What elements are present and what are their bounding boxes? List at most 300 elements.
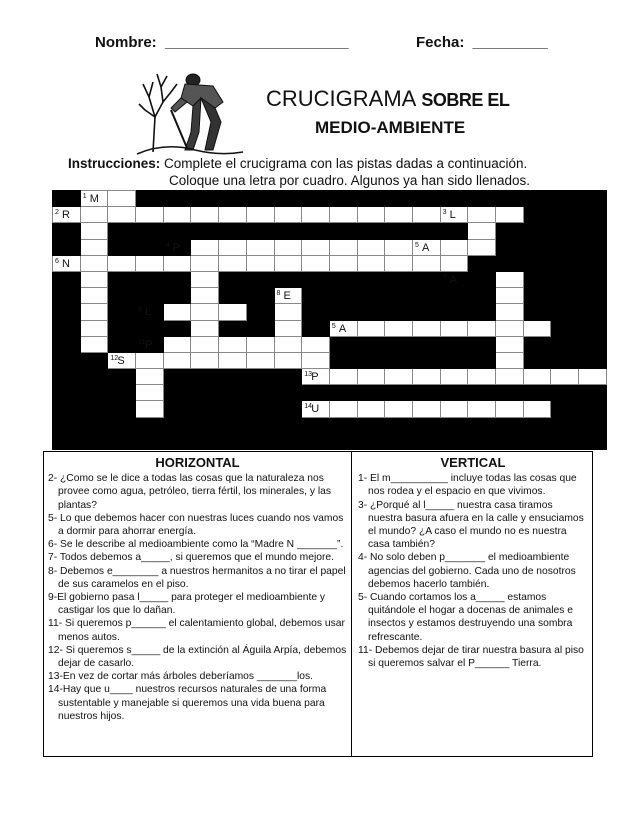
grid-row	[53, 336, 607, 352]
letter-cell[interactable]	[385, 239, 413, 255]
black-cell	[329, 304, 357, 320]
black-cell	[108, 223, 136, 239]
black-cell	[246, 304, 274, 320]
black-cell	[385, 223, 413, 239]
letter-cell[interactable]	[496, 288, 524, 304]
black-cell	[579, 433, 607, 449]
letter-cell[interactable]	[329, 369, 357, 385]
black-cell	[412, 191, 440, 207]
letter-cell[interactable]	[191, 304, 219, 320]
black-cell	[302, 385, 330, 401]
black-cell	[385, 191, 413, 207]
black-cell	[523, 417, 551, 433]
black-cell	[53, 239, 81, 255]
grid-row	[53, 320, 607, 336]
black-cell	[191, 385, 219, 401]
black-cell	[80, 433, 108, 449]
letter-cell[interactable]	[496, 336, 524, 352]
letter-cell[interactable]	[191, 255, 219, 271]
letter-cell[interactable]	[191, 352, 219, 368]
letter-cell[interactable]	[108, 191, 136, 207]
letter-cell[interactable]	[440, 401, 468, 417]
letter-cell[interactable]	[136, 255, 164, 271]
black-cell	[468, 433, 496, 449]
black-cell	[108, 304, 136, 320]
letter-cell[interactable]	[219, 352, 247, 368]
black-cell	[108, 239, 136, 255]
grid-row	[53, 288, 607, 304]
black-cell	[246, 223, 274, 239]
black-cell	[219, 369, 247, 385]
black-cell	[163, 191, 191, 207]
vertical-clue: 4- No solo deben p_______ el medioambiente agencias del gobierno. Cada uno de nosotros debemos hacerlo también.	[358, 552, 576, 590]
letter-cell[interactable]	[108, 255, 136, 271]
black-cell	[579, 401, 607, 417]
letter-cell[interactable]	[385, 401, 413, 417]
grid-row	[53, 385, 607, 401]
letter-cell[interactable]	[302, 255, 330, 271]
given-letter: A	[449, 273, 457, 286]
letter-cell[interactable]	[191, 336, 219, 352]
black-cell	[136, 417, 164, 433]
clue-number: 7	[442, 273, 447, 281]
letter-cell[interactable]	[468, 239, 496, 255]
title-line-2: MEDIO-AMBIENTE	[315, 118, 466, 137]
black-cell	[108, 385, 136, 401]
letter-cell[interactable]	[357, 255, 385, 271]
black-cell	[163, 239, 191, 255]
given-letter: A	[421, 241, 430, 254]
black-cell	[412, 417, 440, 433]
grid-row	[53, 369, 607, 385]
black-cell	[551, 320, 579, 336]
given-letter: N	[62, 257, 70, 270]
horizontal-heading: HORIZONTAL	[155, 455, 240, 470]
letter-cell[interactable]	[385, 255, 413, 271]
letter-cell[interactable]	[246, 336, 274, 352]
black-cell	[440, 271, 468, 287]
letter-cell[interactable]	[302, 207, 330, 223]
black-cell	[412, 304, 440, 320]
black-cell	[357, 433, 385, 449]
letter-cell[interactable]	[523, 401, 551, 417]
black-cell	[412, 385, 440, 401]
black-cell	[246, 417, 274, 433]
black-cell	[136, 320, 164, 336]
letter-cell[interactable]	[551, 369, 579, 385]
black-cell	[191, 369, 219, 385]
letter-cell[interactable]	[246, 239, 274, 255]
letter-cell[interactable]	[496, 304, 524, 320]
letter-cell[interactable]	[246, 352, 274, 368]
given-letter: A	[338, 322, 347, 335]
clue-number: 12	[110, 354, 119, 362]
letter-cell[interactable]	[412, 207, 440, 223]
letter-cell[interactable]	[163, 207, 191, 223]
black-cell	[191, 223, 219, 239]
given-letter: P	[172, 241, 181, 254]
date-field[interactable]: Fecha: _________	[416, 34, 548, 51]
letter-cell[interactable]	[80, 207, 108, 223]
black-cell	[551, 401, 579, 417]
black-cell	[80, 369, 108, 385]
instructions-line-1: Complete el crucigrama con las pistas dadas a continuación.	[164, 156, 528, 171]
black-cell	[523, 207, 551, 223]
letter-cell[interactable]	[80, 271, 108, 287]
letter-cell[interactable]	[274, 255, 302, 271]
black-cell	[219, 401, 247, 417]
black-cell	[523, 433, 551, 449]
clue-number: 1	[82, 193, 87, 200]
clue-number: 14	[304, 403, 312, 411]
letter-cell[interactable]	[329, 239, 357, 255]
black-cell	[246, 271, 274, 287]
black-cell	[53, 191, 81, 207]
letter-cell[interactable]	[80, 304, 108, 320]
letter-cell[interactable]	[302, 239, 330, 255]
black-cell	[219, 223, 247, 239]
black-cell	[302, 288, 330, 304]
black-cell	[385, 385, 413, 401]
letter-cell[interactable]	[329, 320, 357, 336]
instructions	[68, 155, 530, 189]
black-cell	[136, 433, 164, 449]
letter-cell[interactable]	[468, 320, 496, 336]
black-cell	[551, 271, 579, 287]
clue-number: 4	[165, 241, 170, 249]
letter-cell[interactable]	[440, 369, 468, 385]
letter-cell[interactable]	[440, 239, 468, 255]
letter-cell[interactable]	[440, 207, 468, 223]
black-cell	[53, 401, 81, 417]
black-cell	[468, 271, 496, 287]
given-letter: E	[283, 290, 291, 303]
letter-cell[interactable]	[329, 401, 357, 417]
letter-cell[interactable]	[191, 271, 219, 287]
letter-cell[interactable]	[496, 352, 524, 368]
letter-cell[interactable]	[191, 239, 219, 255]
letter-cell[interactable]	[191, 288, 219, 304]
letter-cell[interactable]	[191, 207, 219, 223]
letter-cell[interactable]	[357, 239, 385, 255]
black-cell	[108, 369, 136, 385]
title-line-1	[266, 86, 509, 112]
instructions-line-2: Coloque una letra por cuadro. Algunos ya han sido llenados.	[169, 173, 530, 188]
horizontal-clue: 7- Todos debemos a_____, si queremos que el mundo mejore.	[48, 552, 335, 564]
letter-cell[interactable]	[80, 288, 108, 304]
black-cell	[385, 271, 413, 287]
letter-cell[interactable]	[80, 336, 108, 352]
letter-cell[interactable]	[440, 255, 468, 271]
given-letter: L	[145, 306, 152, 319]
black-cell	[523, 223, 551, 239]
letter-cell[interactable]	[108, 207, 136, 223]
black-cell	[523, 304, 551, 320]
horizontal-clue: 8- Debemos e________ a nuestros hermanitos a no tirar el papel de sus caramelos en el piso.	[48, 565, 346, 590]
black-cell	[468, 336, 496, 352]
letter-cell[interactable]	[219, 207, 247, 223]
letter-cell[interactable]	[136, 385, 164, 401]
letter-cell[interactable]	[80, 255, 108, 271]
black-cell	[579, 207, 607, 223]
letter-cell[interactable]	[80, 239, 108, 255]
black-cell	[53, 369, 81, 385]
letter-cell[interactable]	[80, 223, 108, 239]
letter-cell[interactable]	[357, 207, 385, 223]
grid-row	[53, 304, 607, 320]
black-cell	[108, 320, 136, 336]
black-cell	[440, 336, 468, 352]
grid-row	[53, 191, 607, 207]
black-cell	[579, 385, 607, 401]
letter-cell[interactable]	[219, 255, 247, 271]
black-cell	[302, 191, 330, 207]
letter-cell[interactable]	[136, 352, 164, 368]
black-cell	[219, 191, 247, 207]
letter-cell[interactable]	[468, 401, 496, 417]
letter-cell[interactable]	[274, 207, 302, 223]
black-cell	[551, 207, 579, 223]
black-cell	[246, 401, 274, 417]
black-cell	[551, 304, 579, 320]
letter-cell[interactable]	[163, 255, 191, 271]
black-cell	[357, 288, 385, 304]
letter-cell[interactable]	[440, 320, 468, 336]
letter-cell[interactable]	[496, 401, 524, 417]
black-cell	[163, 271, 191, 287]
black-cell	[302, 304, 330, 320]
horizontal-clue: 14-Hay que u____ nuestros recursos naturales de una forma sustentable y manejable si queremos una vida buena para nuestros hijos.	[48, 684, 327, 722]
letter-cell[interactable]	[357, 320, 385, 336]
black-cell	[523, 336, 551, 352]
letter-cell[interactable]	[496, 320, 524, 336]
black-cell	[274, 223, 302, 239]
black-cell	[551, 385, 579, 401]
letter-cell[interactable]	[468, 223, 496, 239]
black-cell	[219, 271, 247, 287]
black-cell	[108, 401, 136, 417]
letter-cell[interactable]	[219, 336, 247, 352]
black-cell	[357, 417, 385, 433]
black-cell	[53, 433, 81, 449]
black-cell	[302, 433, 330, 449]
black-cell	[468, 417, 496, 433]
black-cell	[136, 304, 164, 320]
black-cell	[579, 417, 607, 433]
black-cell	[219, 385, 247, 401]
black-cell	[53, 385, 81, 401]
black-cell	[219, 320, 247, 336]
letter-cell[interactable]	[302, 336, 330, 352]
given-letter: M	[89, 193, 99, 205]
black-cell	[191, 433, 219, 449]
letter-cell[interactable]	[136, 207, 164, 223]
clue-number: 5	[414, 241, 419, 249]
black-cell	[357, 191, 385, 207]
horizontal-clue: 5- Lo que debemos hacer con nuestras luces cuando nos vamos a dormir para ahorrar energía.	[48, 512, 344, 538]
letter-cell[interactable]	[385, 320, 413, 336]
vertical-heading: VERTICAL	[440, 455, 506, 470]
black-cell	[551, 255, 579, 271]
black-cell	[523, 288, 551, 304]
black-cell	[191, 417, 219, 433]
letter-cell[interactable]	[274, 320, 302, 336]
black-cell	[440, 191, 468, 207]
black-cell	[246, 433, 274, 449]
black-cell	[357, 385, 385, 401]
given-letter: P	[311, 371, 319, 384]
letter-cell[interactable]	[329, 207, 357, 223]
name-field[interactable]: Nombre: ______________________	[95, 34, 349, 51]
letter-cell[interactable]	[579, 369, 607, 385]
black-cell	[53, 320, 81, 336]
black-cell	[412, 223, 440, 239]
letter-cell[interactable]	[80, 191, 108, 207]
letter-cell[interactable]	[80, 320, 108, 336]
black-cell	[163, 369, 191, 385]
letter-cell[interactable]	[523, 369, 551, 385]
vertical-clues	[352, 452, 592, 756]
letter-cell[interactable]	[412, 239, 440, 255]
black-cell	[191, 401, 219, 417]
black-cell	[302, 417, 330, 433]
black-cell	[329, 417, 357, 433]
letter-cell[interactable]	[274, 336, 302, 352]
horizontal-clue: 2- ¿Como se le dice a todas las cosas que la naturaleza nos provee como agua, petróleo, tierra fértil, los minerales, y las plantas?	[48, 473, 331, 511]
black-cell	[523, 385, 551, 401]
black-cell	[163, 401, 191, 417]
black-cell	[274, 401, 302, 417]
black-cell	[274, 369, 302, 385]
black-cell	[80, 385, 108, 401]
horizontal-clue: 13-En vez de cortar más árboles deberíamos _______los.	[48, 671, 314, 683]
grid-row	[53, 401, 607, 417]
letter-cell[interactable]	[246, 255, 274, 271]
grid-row	[53, 271, 607, 287]
black-cell	[163, 320, 191, 336]
given-letter: S	[117, 354, 125, 367]
letter-cell[interactable]	[468, 207, 496, 223]
letter-cell[interactable]	[274, 288, 302, 304]
black-cell	[53, 417, 81, 433]
vertical-clue: 11- Debemos dejar de tirar nuestra basura al piso si queremos salvar el P______ Tierra.	[358, 644, 584, 670]
grid-row	[53, 223, 607, 239]
letter-cell[interactable]	[108, 352, 136, 368]
black-cell	[468, 304, 496, 320]
black-cell	[302, 223, 330, 239]
black-cell	[108, 433, 136, 449]
black-cell	[496, 385, 524, 401]
black-cell	[329, 336, 357, 352]
black-cell	[579, 352, 607, 368]
black-cell	[468, 288, 496, 304]
letter-cell[interactable]	[302, 369, 330, 385]
black-cell	[163, 433, 191, 449]
black-cell	[163, 385, 191, 401]
given-letter: L	[449, 209, 456, 222]
letter-cell[interactable]	[412, 401, 440, 417]
black-cell	[412, 288, 440, 304]
black-cell	[53, 352, 81, 368]
black-cell	[579, 223, 607, 239]
black-cell	[523, 271, 551, 287]
letter-cell[interactable]	[302, 401, 330, 417]
letter-cell[interactable]	[219, 304, 247, 320]
letter-cell[interactable]	[219, 239, 247, 255]
letter-cell[interactable]	[523, 320, 551, 336]
letter-cell[interactable]	[136, 401, 164, 417]
letter-cell[interactable]	[329, 255, 357, 271]
black-cell	[440, 288, 468, 304]
clue-number: 9	[138, 306, 142, 314]
letter-cell[interactable]	[385, 207, 413, 223]
letter-cell[interactable]	[357, 369, 385, 385]
letter-cell[interactable]	[274, 352, 302, 368]
letter-cell[interactable]	[412, 320, 440, 336]
black-cell	[246, 369, 274, 385]
black-cell	[551, 288, 579, 304]
black-cell	[357, 304, 385, 320]
black-cell	[551, 191, 579, 207]
letter-cell[interactable]	[357, 401, 385, 417]
letter-cell[interactable]	[412, 255, 440, 271]
black-cell	[53, 288, 81, 304]
letter-cell[interactable]	[274, 239, 302, 255]
horizontal-clue: 6- Se le describe al medioambiente como la “Madre N _______”.	[48, 539, 344, 551]
black-cell	[274, 191, 302, 207]
black-cell	[551, 239, 579, 255]
letter-cell[interactable]	[496, 369, 524, 385]
black-cell	[385, 352, 413, 368]
letter-cell[interactable]	[274, 304, 302, 320]
black-cell	[523, 239, 551, 255]
letter-cell[interactable]	[163, 336, 191, 352]
letter-cell[interactable]	[53, 207, 81, 223]
horizontal-clues	[44, 452, 352, 756]
letter-cell[interactable]	[246, 207, 274, 223]
letter-cell[interactable]	[302, 352, 330, 368]
letter-cell[interactable]	[412, 369, 440, 385]
letter-cell[interactable]	[191, 320, 219, 336]
letter-cell[interactable]	[163, 352, 191, 368]
letter-cell[interactable]	[163, 304, 191, 320]
black-cell	[523, 255, 551, 271]
clue-number: 6	[55, 257, 59, 265]
black-cell	[357, 336, 385, 352]
black-cell	[579, 288, 607, 304]
clue-number: 8	[276, 290, 281, 298]
black-cell	[108, 271, 136, 287]
letter-cell[interactable]	[136, 369, 164, 385]
black-cell	[579, 239, 607, 255]
letter-cell[interactable]	[496, 207, 524, 223]
black-cell	[329, 223, 357, 239]
black-cell	[246, 191, 274, 207]
black-cell	[219, 433, 247, 449]
black-cell	[219, 417, 247, 433]
black-cell	[302, 320, 330, 336]
letter-cell[interactable]	[385, 369, 413, 385]
letter-cell[interactable]	[468, 369, 496, 385]
black-cell	[440, 223, 468, 239]
clue-number: 11	[138, 338, 146, 346]
black-cell	[274, 271, 302, 287]
letter-cell[interactable]	[53, 255, 81, 271]
black-cell	[53, 223, 81, 239]
black-cell	[357, 271, 385, 287]
black-cell	[302, 271, 330, 287]
letter-cell[interactable]	[496, 271, 524, 287]
